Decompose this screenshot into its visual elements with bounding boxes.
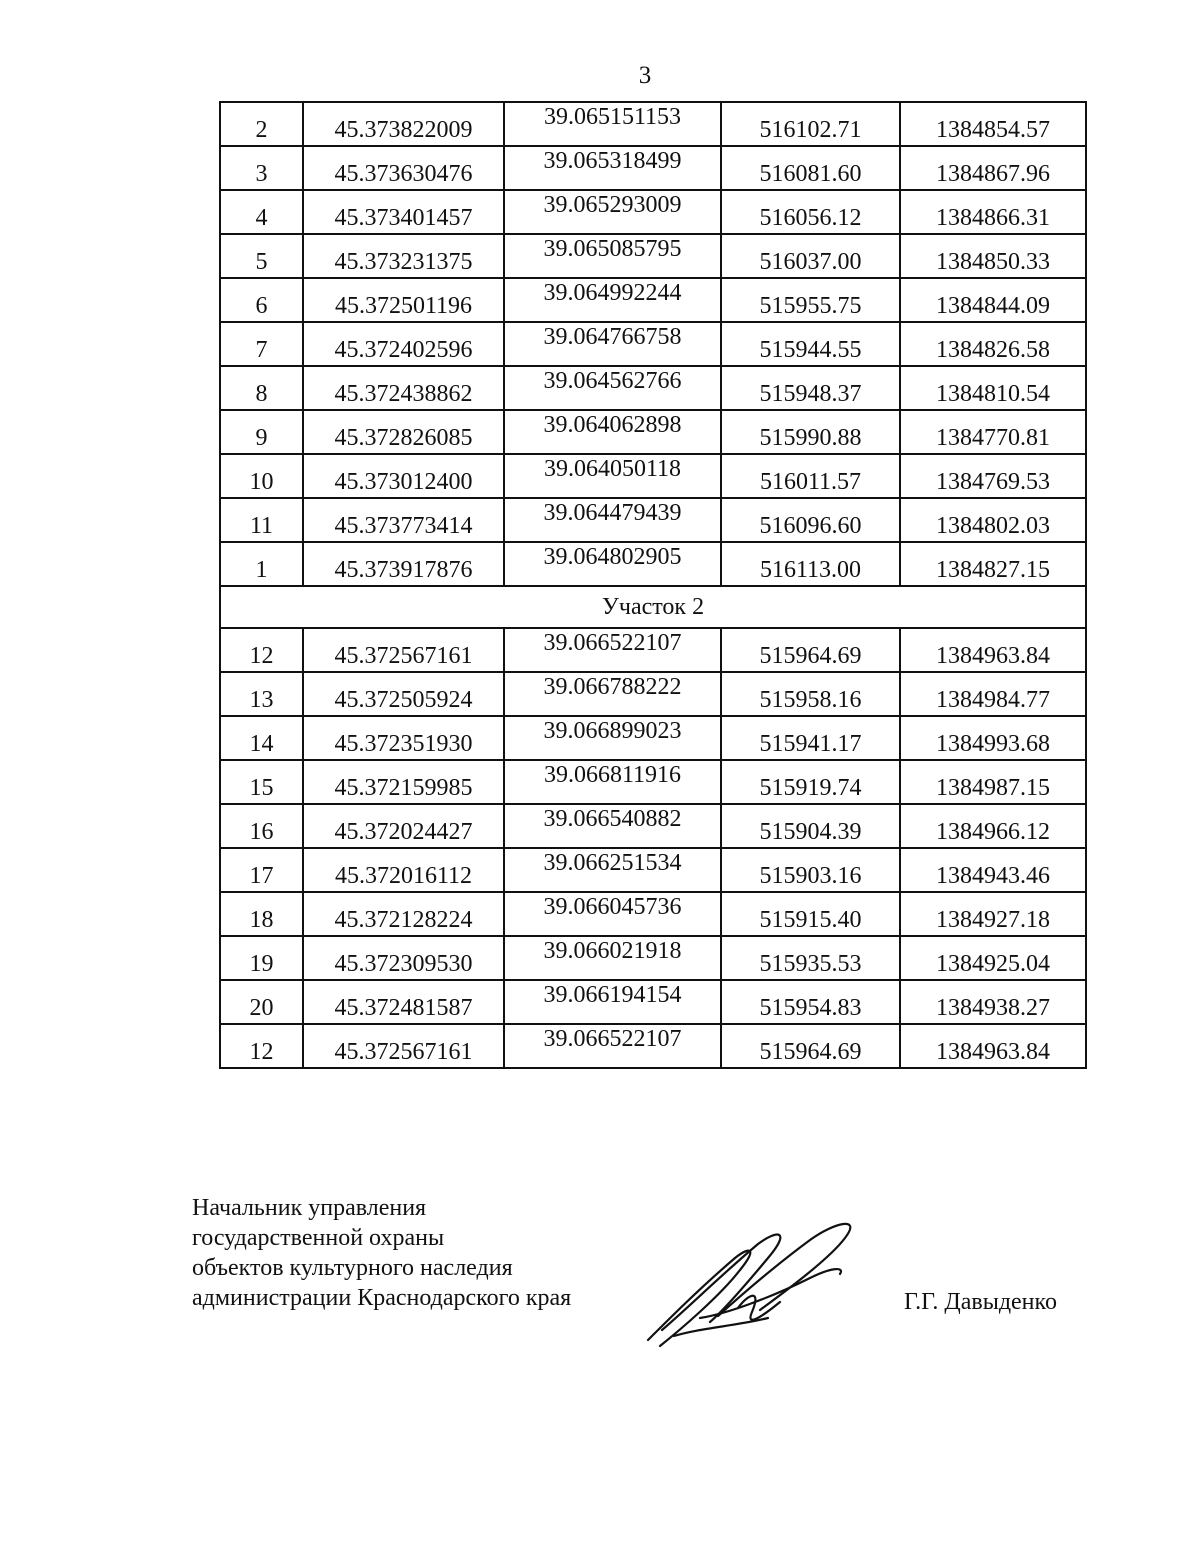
longitude-cell: 39.066522107 <box>504 628 721 672</box>
x-coordinate-cell: 515944.55 <box>721 322 900 366</box>
x-coordinate-cell: 515990.88 <box>721 410 900 454</box>
x-coordinate-cell: 515935.53 <box>721 936 900 980</box>
latitude-cell: 45.372309530 <box>303 936 504 980</box>
latitude-cell: 45.372024427 <box>303 804 504 848</box>
longitude-cell: 39.064562766 <box>504 366 721 410</box>
table-row <box>220 234 1086 278</box>
x-coordinate-cell: 516102.71 <box>721 102 900 146</box>
latitude-cell: 45.373773414 <box>303 498 504 542</box>
x-coordinate-cell: 515919.74 <box>721 760 900 804</box>
y-coordinate-cell: 1384966.12 <box>900 804 1086 848</box>
x-coordinate-cell: 515958.16 <box>721 672 900 716</box>
table-row <box>220 980 1086 1024</box>
y-coordinate-cell: 1384984.77 <box>900 672 1086 716</box>
point-number-cell: 9 <box>220 410 303 454</box>
x-coordinate-cell: 516037.00 <box>721 234 900 278</box>
longitude-cell: 39.066021918 <box>504 936 721 980</box>
x-coordinate-cell: 515948.37 <box>721 366 900 410</box>
table-row <box>220 102 1086 146</box>
y-coordinate-cell: 1384810.54 <box>900 366 1086 410</box>
point-number-cell: 5 <box>220 234 303 278</box>
point-number-cell: 19 <box>220 936 303 980</box>
y-coordinate-cell: 1384866.31 <box>900 190 1086 234</box>
y-coordinate-cell: 1384943.46 <box>900 848 1086 892</box>
latitude-cell: 45.373630476 <box>303 146 504 190</box>
point-number-cell: 16 <box>220 804 303 848</box>
point-number-cell: 6 <box>220 278 303 322</box>
x-coordinate-cell: 515964.69 <box>721 1024 900 1068</box>
latitude-cell: 45.372402596 <box>303 322 504 366</box>
table-row <box>220 936 1086 980</box>
position-line-3: объектов культурного наследия <box>192 1255 513 1281</box>
longitude-cell: 39.064992244 <box>504 278 721 322</box>
x-coordinate-cell: 516056.12 <box>721 190 900 234</box>
latitude-cell: 45.372016112 <box>303 848 504 892</box>
latitude-cell: 45.372159985 <box>303 760 504 804</box>
table-row <box>220 322 1086 366</box>
x-coordinate-cell: 515955.75 <box>721 278 900 322</box>
point-number-cell: 12 <box>220 628 303 672</box>
latitude-cell: 45.372826085 <box>303 410 504 454</box>
table-row <box>220 892 1086 936</box>
longitude-cell: 39.066194154 <box>504 980 721 1024</box>
y-coordinate-cell: 1384963.84 <box>900 628 1086 672</box>
point-number-cell: 11 <box>220 498 303 542</box>
table-row <box>220 146 1086 190</box>
x-coordinate-cell: 516081.60 <box>721 146 900 190</box>
x-coordinate-cell: 516011.57 <box>721 454 900 498</box>
point-number-cell: 12 <box>220 1024 303 1068</box>
y-coordinate-cell: 1384987.15 <box>900 760 1086 804</box>
table-row <box>220 410 1086 454</box>
signer-name: Г.Г. Давыденко <box>904 1289 1057 1315</box>
y-coordinate-cell: 1384827.15 <box>900 542 1086 586</box>
point-number-cell: 17 <box>220 848 303 892</box>
y-coordinate-cell: 1384850.33 <box>900 234 1086 278</box>
point-number-cell: 14 <box>220 716 303 760</box>
latitude-cell: 45.372351930 <box>303 716 504 760</box>
longitude-cell: 39.066522107 <box>504 1024 721 1068</box>
y-coordinate-cell: 1384770.81 <box>900 410 1086 454</box>
table-row <box>220 1024 1086 1068</box>
x-coordinate-cell: 516113.00 <box>721 542 900 586</box>
latitude-cell: 45.372128224 <box>303 892 504 936</box>
longitude-cell: 39.066540882 <box>504 804 721 848</box>
longitude-cell: 39.064766758 <box>504 322 721 366</box>
longitude-cell: 39.065318499 <box>504 146 721 190</box>
signature-position-block <box>192 1193 571 1313</box>
y-coordinate-cell: 1384826.58 <box>900 322 1086 366</box>
latitude-cell: 45.372501196 <box>303 278 504 322</box>
position-line-2: государственной охраны <box>192 1225 445 1251</box>
table-row <box>220 278 1086 322</box>
position-line-4: администрации Краснодарского края <box>192 1285 572 1311</box>
y-coordinate-cell: 1384963.84 <box>900 1024 1086 1068</box>
page-number: 3 <box>638 62 652 89</box>
longitude-cell: 39.066788222 <box>504 672 721 716</box>
table-row <box>220 542 1086 586</box>
longitude-cell: 39.066899023 <box>504 716 721 760</box>
handwritten-signature <box>640 1218 870 1358</box>
y-coordinate-cell: 1384867.96 <box>900 146 1086 190</box>
section-label: Участок 2 <box>220 586 1086 628</box>
y-coordinate-cell: 1384802.03 <box>900 498 1086 542</box>
point-number-cell: 7 <box>220 322 303 366</box>
x-coordinate-cell: 515903.16 <box>721 848 900 892</box>
y-coordinate-cell: 1384769.53 <box>900 454 1086 498</box>
longitude-cell: 39.064062898 <box>504 410 721 454</box>
y-coordinate-cell: 1384938.27 <box>900 980 1086 1024</box>
coordinates-table-body <box>220 102 1086 1068</box>
latitude-cell: 45.372567161 <box>303 1024 504 1068</box>
latitude-cell: 45.373401457 <box>303 190 504 234</box>
latitude-cell: 45.373822009 <box>303 102 504 146</box>
latitude-cell: 45.372481587 <box>303 980 504 1024</box>
table-row <box>220 848 1086 892</box>
point-number-cell: 13 <box>220 672 303 716</box>
coordinates-table <box>219 101 1087 1069</box>
table-row <box>220 498 1086 542</box>
table-row <box>220 628 1086 672</box>
longitude-cell: 39.064479439 <box>504 498 721 542</box>
y-coordinate-cell: 1384925.04 <box>900 936 1086 980</box>
longitude-cell: 39.066251534 <box>504 848 721 892</box>
latitude-cell: 45.373917876 <box>303 542 504 586</box>
y-coordinate-cell: 1384854.57 <box>900 102 1086 146</box>
y-coordinate-cell: 1384993.68 <box>900 716 1086 760</box>
longitude-cell: 39.066811916 <box>504 760 721 804</box>
point-number-cell: 1 <box>220 542 303 586</box>
latitude-cell: 45.372567161 <box>303 628 504 672</box>
latitude-cell: 45.372505924 <box>303 672 504 716</box>
latitude-cell: 45.373231375 <box>303 234 504 278</box>
longitude-cell: 39.065151153 <box>504 102 721 146</box>
point-number-cell: 8 <box>220 366 303 410</box>
point-number-cell: 4 <box>220 190 303 234</box>
point-number-cell: 10 <box>220 454 303 498</box>
longitude-cell: 39.064050118 <box>504 454 721 498</box>
latitude-cell: 45.372438862 <box>303 366 504 410</box>
table-row <box>220 760 1086 804</box>
table-row <box>220 804 1086 848</box>
point-number-cell: 2 <box>220 102 303 146</box>
table-row <box>220 716 1086 760</box>
point-number-cell: 18 <box>220 892 303 936</box>
table-row <box>220 672 1086 716</box>
x-coordinate-cell: 515964.69 <box>721 628 900 672</box>
x-coordinate-cell: 515904.39 <box>721 804 900 848</box>
point-number-cell: 15 <box>220 760 303 804</box>
longitude-cell: 39.065293009 <box>504 190 721 234</box>
x-coordinate-cell: 515941.17 <box>721 716 900 760</box>
x-coordinate-cell: 515954.83 <box>721 980 900 1024</box>
latitude-cell: 45.373012400 <box>303 454 504 498</box>
y-coordinate-cell: 1384927.18 <box>900 892 1086 936</box>
section-row <box>220 586 1086 628</box>
y-coordinate-cell: 1384844.09 <box>900 278 1086 322</box>
longitude-cell: 39.064802905 <box>504 542 721 586</box>
x-coordinate-cell: 515915.40 <box>721 892 900 936</box>
x-coordinate-cell: 516096.60 <box>721 498 900 542</box>
point-number-cell: 3 <box>220 146 303 190</box>
longitude-cell: 39.065085795 <box>504 234 721 278</box>
longitude-cell: 39.066045736 <box>504 892 721 936</box>
table-row <box>220 190 1086 234</box>
position-line-1: Начальник управления <box>192 1195 427 1221</box>
table-row <box>220 366 1086 410</box>
table-row <box>220 454 1086 498</box>
point-number-cell: 20 <box>220 980 303 1024</box>
